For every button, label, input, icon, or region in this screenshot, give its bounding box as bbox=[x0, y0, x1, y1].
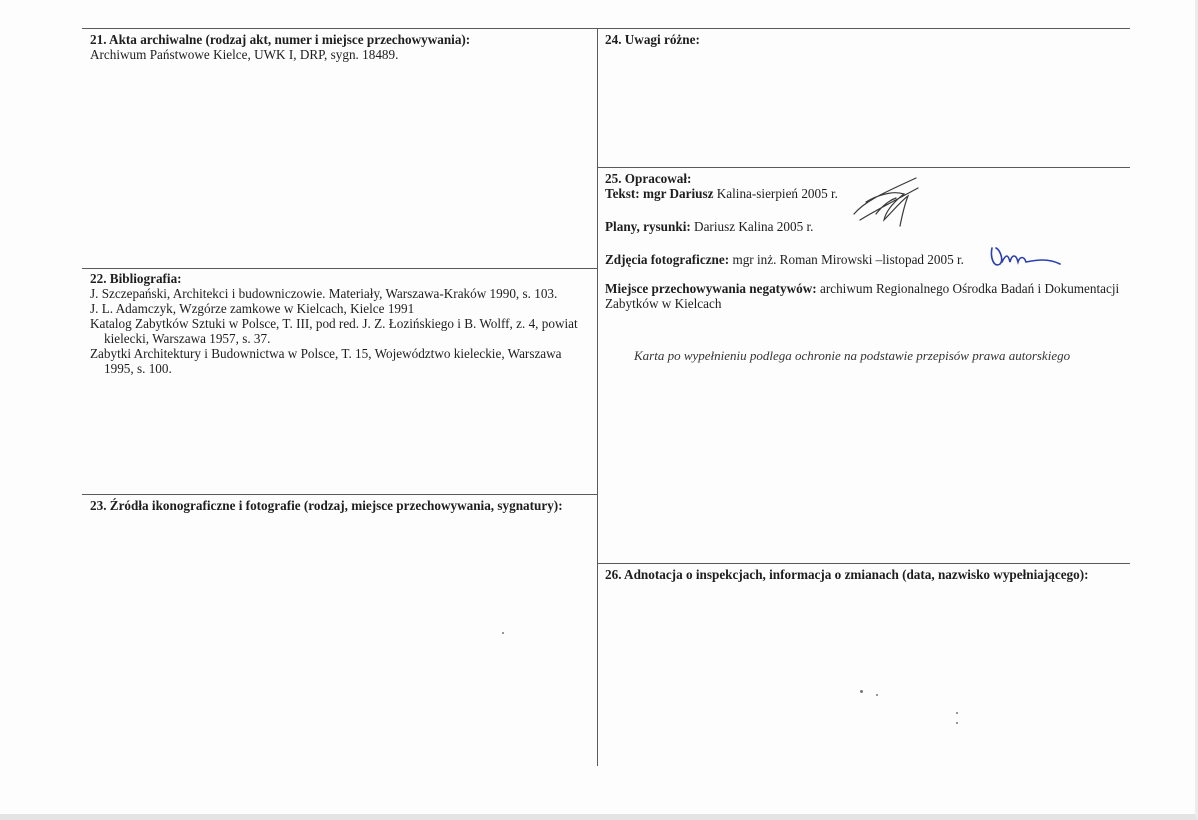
rule-22 bbox=[82, 268, 597, 269]
tekst-label: Tekst: mgr Dariusz bbox=[605, 186, 714, 201]
signature-mirowski bbox=[986, 240, 1066, 274]
section-22 bbox=[90, 271, 590, 376]
scan-speck bbox=[876, 694, 878, 696]
section-24 bbox=[605, 32, 1125, 47]
plany-label: Plany, rysunki: bbox=[605, 219, 691, 234]
plany-value: Dariusz Kalina 2005 r. bbox=[694, 219, 814, 234]
tekst-value: Kalina-sierpień 2005 r. bbox=[716, 186, 838, 201]
rule-23 bbox=[82, 494, 597, 495]
rule-26 bbox=[597, 563, 1130, 564]
column-divider bbox=[597, 28, 598, 766]
section-21 bbox=[90, 32, 590, 62]
section-24-heading: 24. Uwagi różne: bbox=[605, 32, 700, 47]
miejsce-label: Miejsce przechowywania negatywów: bbox=[605, 281, 817, 296]
miejsce-value: archiwum Regionalnego Ośrodka Badań i Dokumentacji Zabytków w Kielcach bbox=[605, 281, 1120, 311]
section-21-text: Archiwum Państwowe Kielce, UWK I, DRP, sygn. 18489. bbox=[90, 47, 399, 62]
scan-speck bbox=[860, 690, 863, 693]
zdjecia-label: Zdjęcia fotograficzne: bbox=[605, 252, 730, 267]
bibliography-item: Katalog Zabytków Sztuki w Polsce, T. III, pod red. J. Z. Łozińskiego i B. Wolff, z. 4, powiat kielecki, Warszawa 1957, s. 37. bbox=[90, 316, 578, 346]
section-23 bbox=[90, 498, 595, 513]
rule-25 bbox=[597, 167, 1130, 168]
zdjecia-value: mgr inż. Roman Mirowski –listopad 2005 r. bbox=[732, 252, 964, 267]
miejsce-line bbox=[605, 281, 1125, 311]
bibliography-item: J. L. Adamczyk, Wzgórze zamkowe w Kielcach, Kielce 1991 bbox=[90, 301, 415, 316]
section-22-heading: 22. Bibliografia: bbox=[90, 271, 182, 286]
top-rule bbox=[82, 28, 1130, 29]
section-26-heading: 26. Adnotacja o inspekcjach, informacja o zmianach (data, nazwisko wypełniającego): bbox=[605, 567, 1089, 582]
copyright-note: Karta po wypełnieniu podlega ochronie na podstawie przepisów prawa autorskiego bbox=[634, 348, 1071, 363]
section-23-heading: 23. Źródła ikonograficzne i fotografie (rodzaj, miejsce przechowywania, sygnatury): bbox=[90, 498, 563, 513]
bibliography-item: Zabytki Architektury i Budownictwa w Polsce, T. 15, Województwo kieleckie, Warszawa 1995, s. 100. bbox=[90, 346, 562, 376]
section-21-heading: 21. Akta archiwalne (rodzaj akt, numer i miejsce przechowywania): bbox=[90, 32, 471, 47]
signature-kalina bbox=[846, 170, 936, 232]
scan-speck bbox=[956, 722, 958, 724]
scan-speck bbox=[956, 712, 958, 714]
bibliography-item: J. Szczepański, Architekci i budowniczowie. Materiały, Warszawa-Kraków 1990, s. 103. bbox=[90, 286, 558, 301]
section-25-heading: 25. Opracował: bbox=[605, 171, 692, 186]
section-26 bbox=[605, 567, 1130, 582]
scan-speck bbox=[502, 632, 504, 634]
